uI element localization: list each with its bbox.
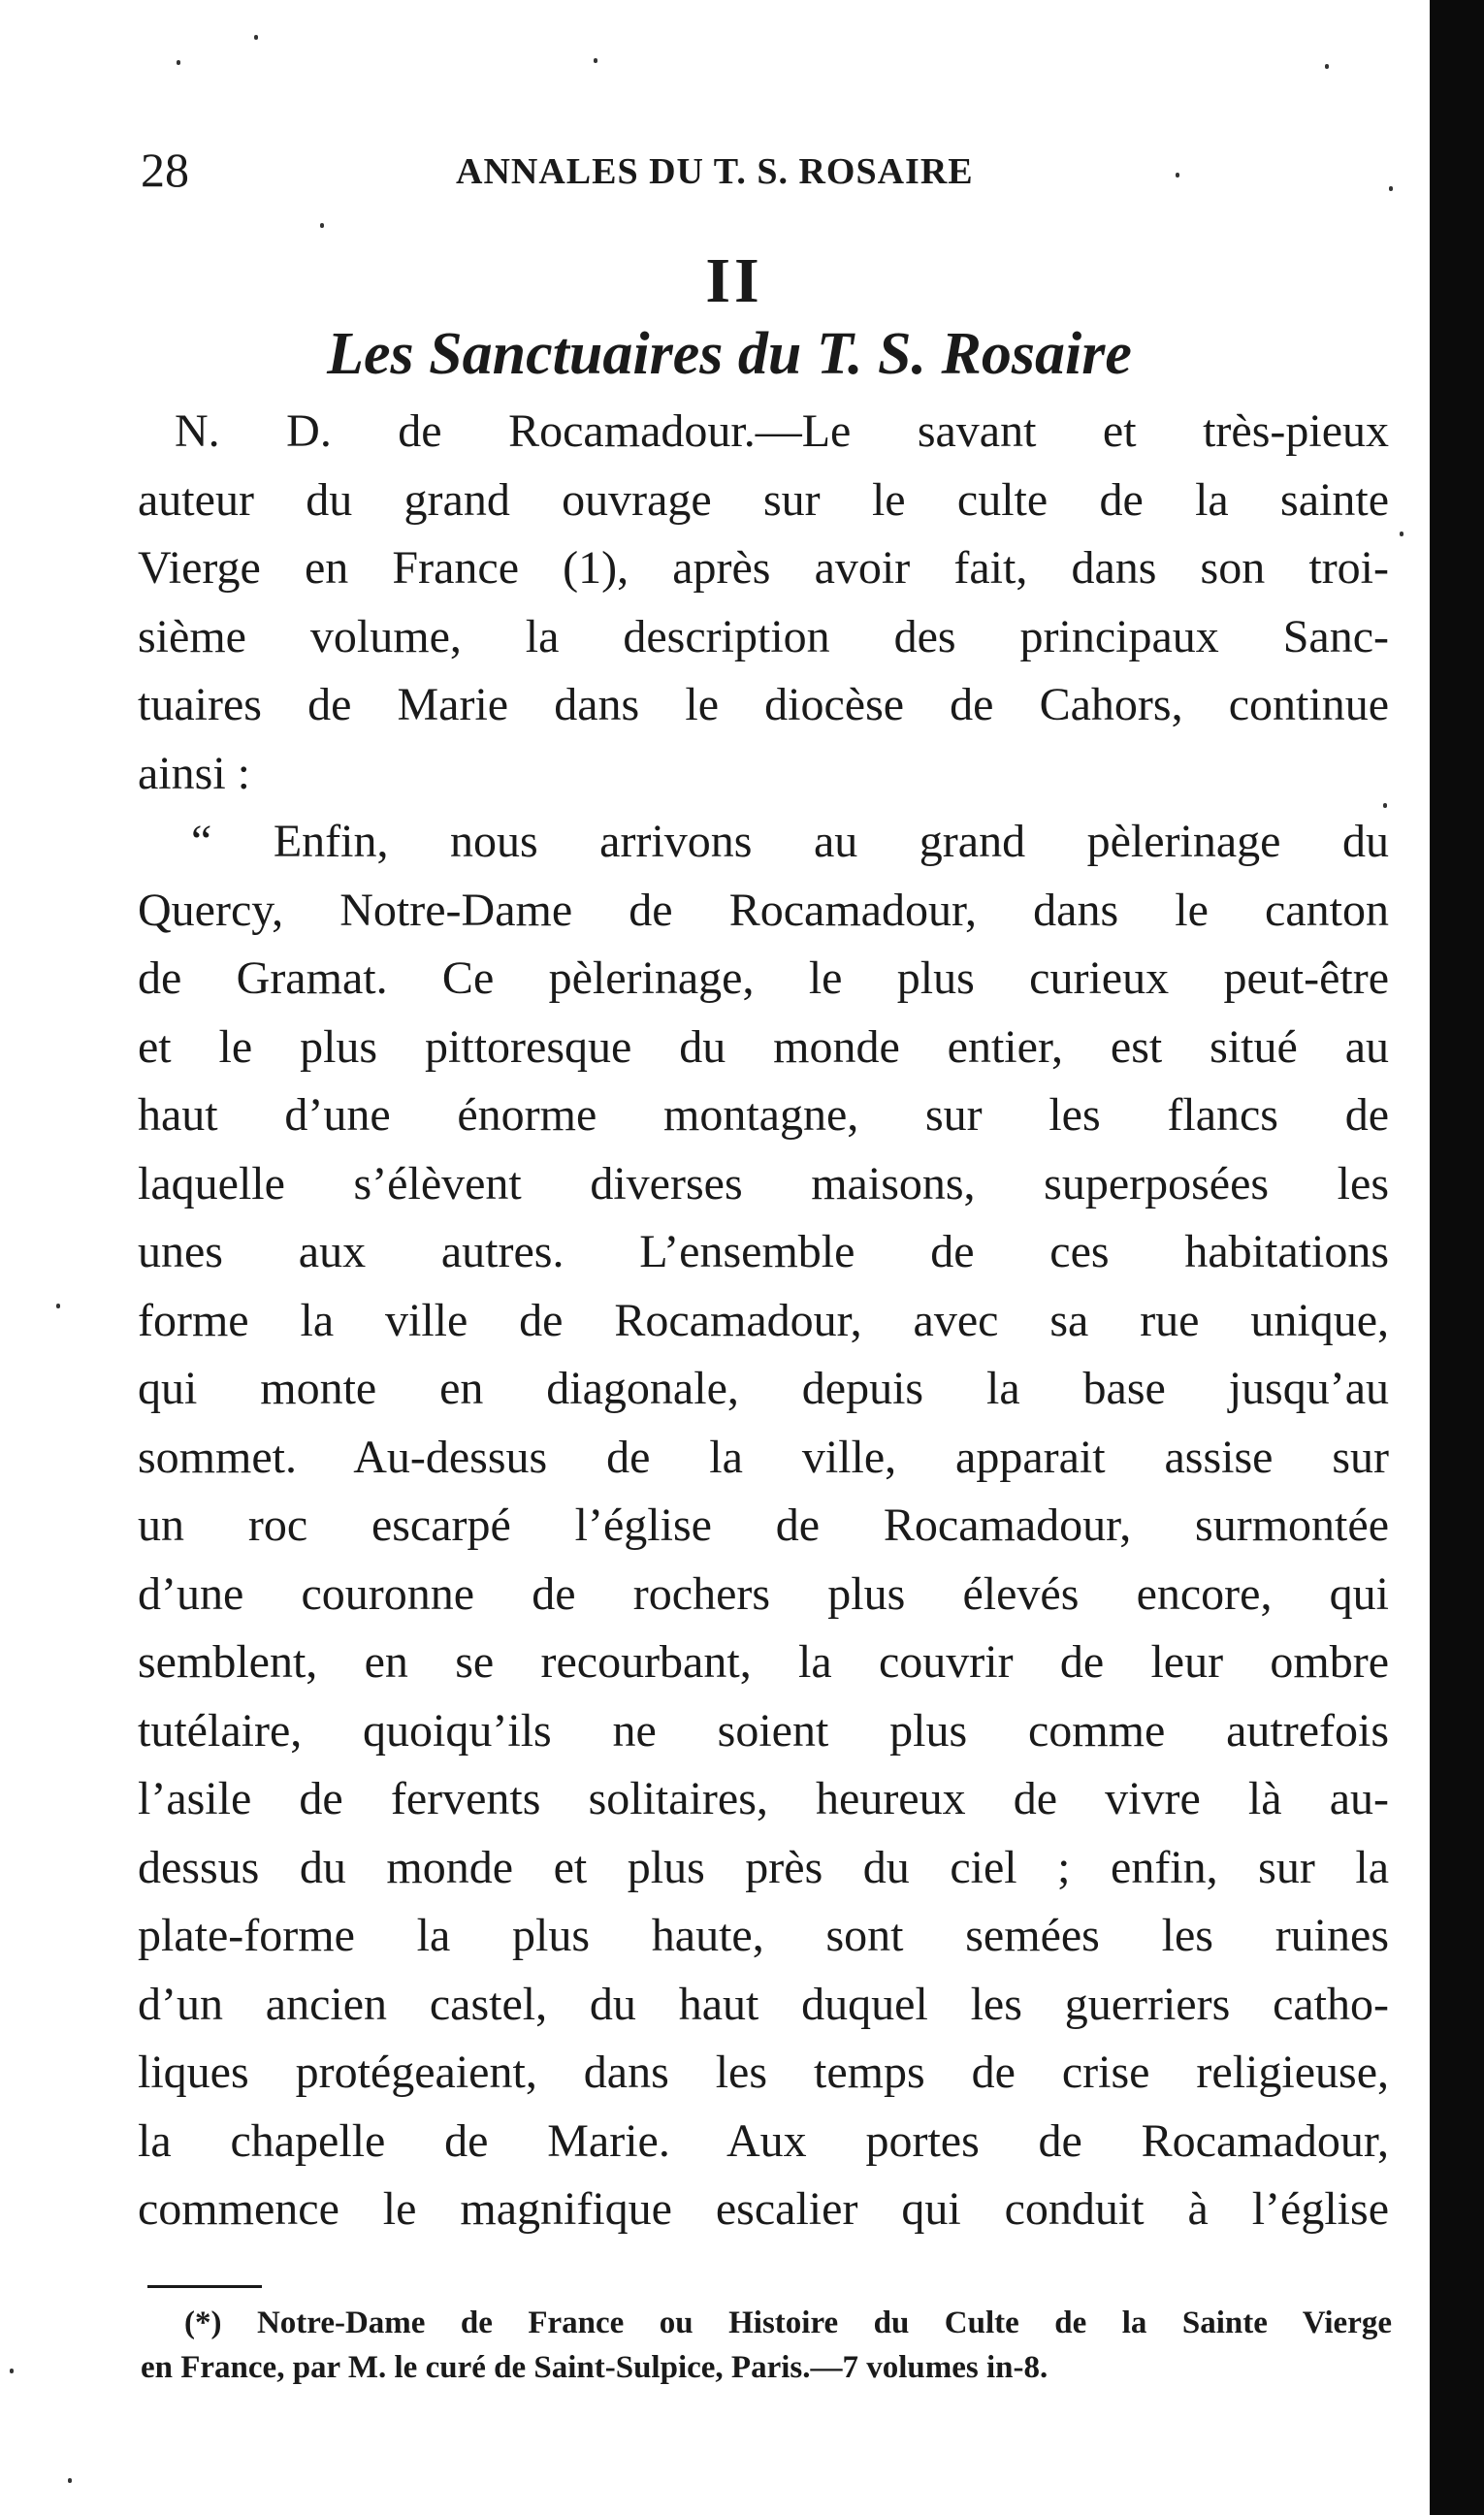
page-number: 28 xyxy=(141,143,189,197)
scan-speck xyxy=(68,2478,72,2483)
text-line: haut d’une énorme montagne, sur les flancs de xyxy=(138,1089,1389,1141)
scan-speck xyxy=(1176,173,1179,177)
scan-speck xyxy=(1389,186,1393,191)
text-line: “ Enfin, nous arrivons au grand pèlerinage du xyxy=(191,816,1389,867)
scan-speck xyxy=(56,1304,60,1308)
page-header xyxy=(141,136,1392,204)
scan-speck xyxy=(1383,803,1387,808)
text-line: d’une couronne de rochers plus élevés encore, qui xyxy=(138,1567,1389,1620)
running-title: ANNALES DU T. S. ROSAIRE xyxy=(456,151,974,192)
text-line: l’asile de fervents solitaires, heureux de vivre là au- xyxy=(138,1773,1389,1824)
scan-speck xyxy=(320,223,324,228)
text-line: unes aux autres. L’ensemble de ces habitations xyxy=(138,1226,1389,1277)
text-line: commence le magnifique escalier qui conduit à l’église xyxy=(138,2183,1389,2235)
text-line: tutélaire, quoiqu’ils ne soient plus comme autrefois xyxy=(138,1704,1389,1757)
scan-speck xyxy=(1400,532,1403,536)
text-line: et le plus pittoresque du monde entier, est situé au xyxy=(138,1020,1389,1073)
text-line: dessus du monde et plus près du ciel ; enfin, sur la xyxy=(138,1841,1389,1893)
text-line: liques protégeaient, dans les temps de crise religieuse, xyxy=(138,2047,1389,2098)
text-line: sième volume, la description des principaux Sanc- xyxy=(138,610,1389,662)
text-line: un roc escarpé l’église de Rocamadour, surmontée xyxy=(138,1499,1389,1551)
text-line: semblent, en se recourbant, la couvrir de leur ombre xyxy=(138,1636,1389,1688)
scan-speck xyxy=(1325,64,1329,69)
scan-edge-bar xyxy=(1430,0,1484,2515)
text-line: sommet. Au-dessus de la ville, apparait assise sur xyxy=(138,1431,1389,1483)
text-line: Vierge en France (1), après avoir fait, dans son troi- xyxy=(138,542,1389,594)
footnote-line: en France, par M. le curé de Saint-Sulpice, Paris.—7 volumes in-8. xyxy=(141,2350,1048,2385)
text-line: Quercy, Notre-Dame de Rocamadour, dans le canton xyxy=(138,884,1389,936)
text-line: laquelle s’élèvent diverses maisons, superposées les xyxy=(138,1157,1389,1209)
text-line: ainsi : xyxy=(138,747,250,799)
scan-speck xyxy=(254,35,258,40)
text-line: d’un ancien castel, du haut duquel les guerriers catho- xyxy=(138,1978,1389,2030)
footnote xyxy=(141,2301,1392,2390)
scan-speck xyxy=(177,60,180,65)
text-line: de Gramat. Ce pèlerinage, le plus curieux peut-être xyxy=(138,952,1389,1004)
scan-speck xyxy=(10,2369,14,2373)
section-title: Les Sanctuaires du T. S. Rosaire xyxy=(327,321,1132,387)
scan-speck xyxy=(594,58,597,63)
text-line: tuaires de Marie dans le diocèse de Cahors, continue xyxy=(138,679,1389,730)
text-line: N. D. de Rocamadour.—Le savant et très-pieux xyxy=(175,405,1389,457)
text-line: plate-forme la plus haute, sont semées les ruines xyxy=(138,1910,1389,1961)
text-line: la chapelle de Marie. Aux portes de Rocamadour, xyxy=(138,2114,1389,2167)
text-line: forme la ville de Rocamadour, avec sa rue unique, xyxy=(138,1294,1389,1346)
footnote-rule xyxy=(147,2285,262,2288)
text-line: qui monte en diagonale, depuis la base jusqu’au xyxy=(138,1363,1389,1414)
text-line: auteur du grand ouvrage sur le culte de la sainte xyxy=(138,473,1389,526)
footnote-line: (*) Notre-Dame de France ou Histoire du Culte de la Sainte Vierge xyxy=(184,2305,1392,2340)
body-text xyxy=(138,398,1389,2244)
section-number: II xyxy=(705,245,763,316)
